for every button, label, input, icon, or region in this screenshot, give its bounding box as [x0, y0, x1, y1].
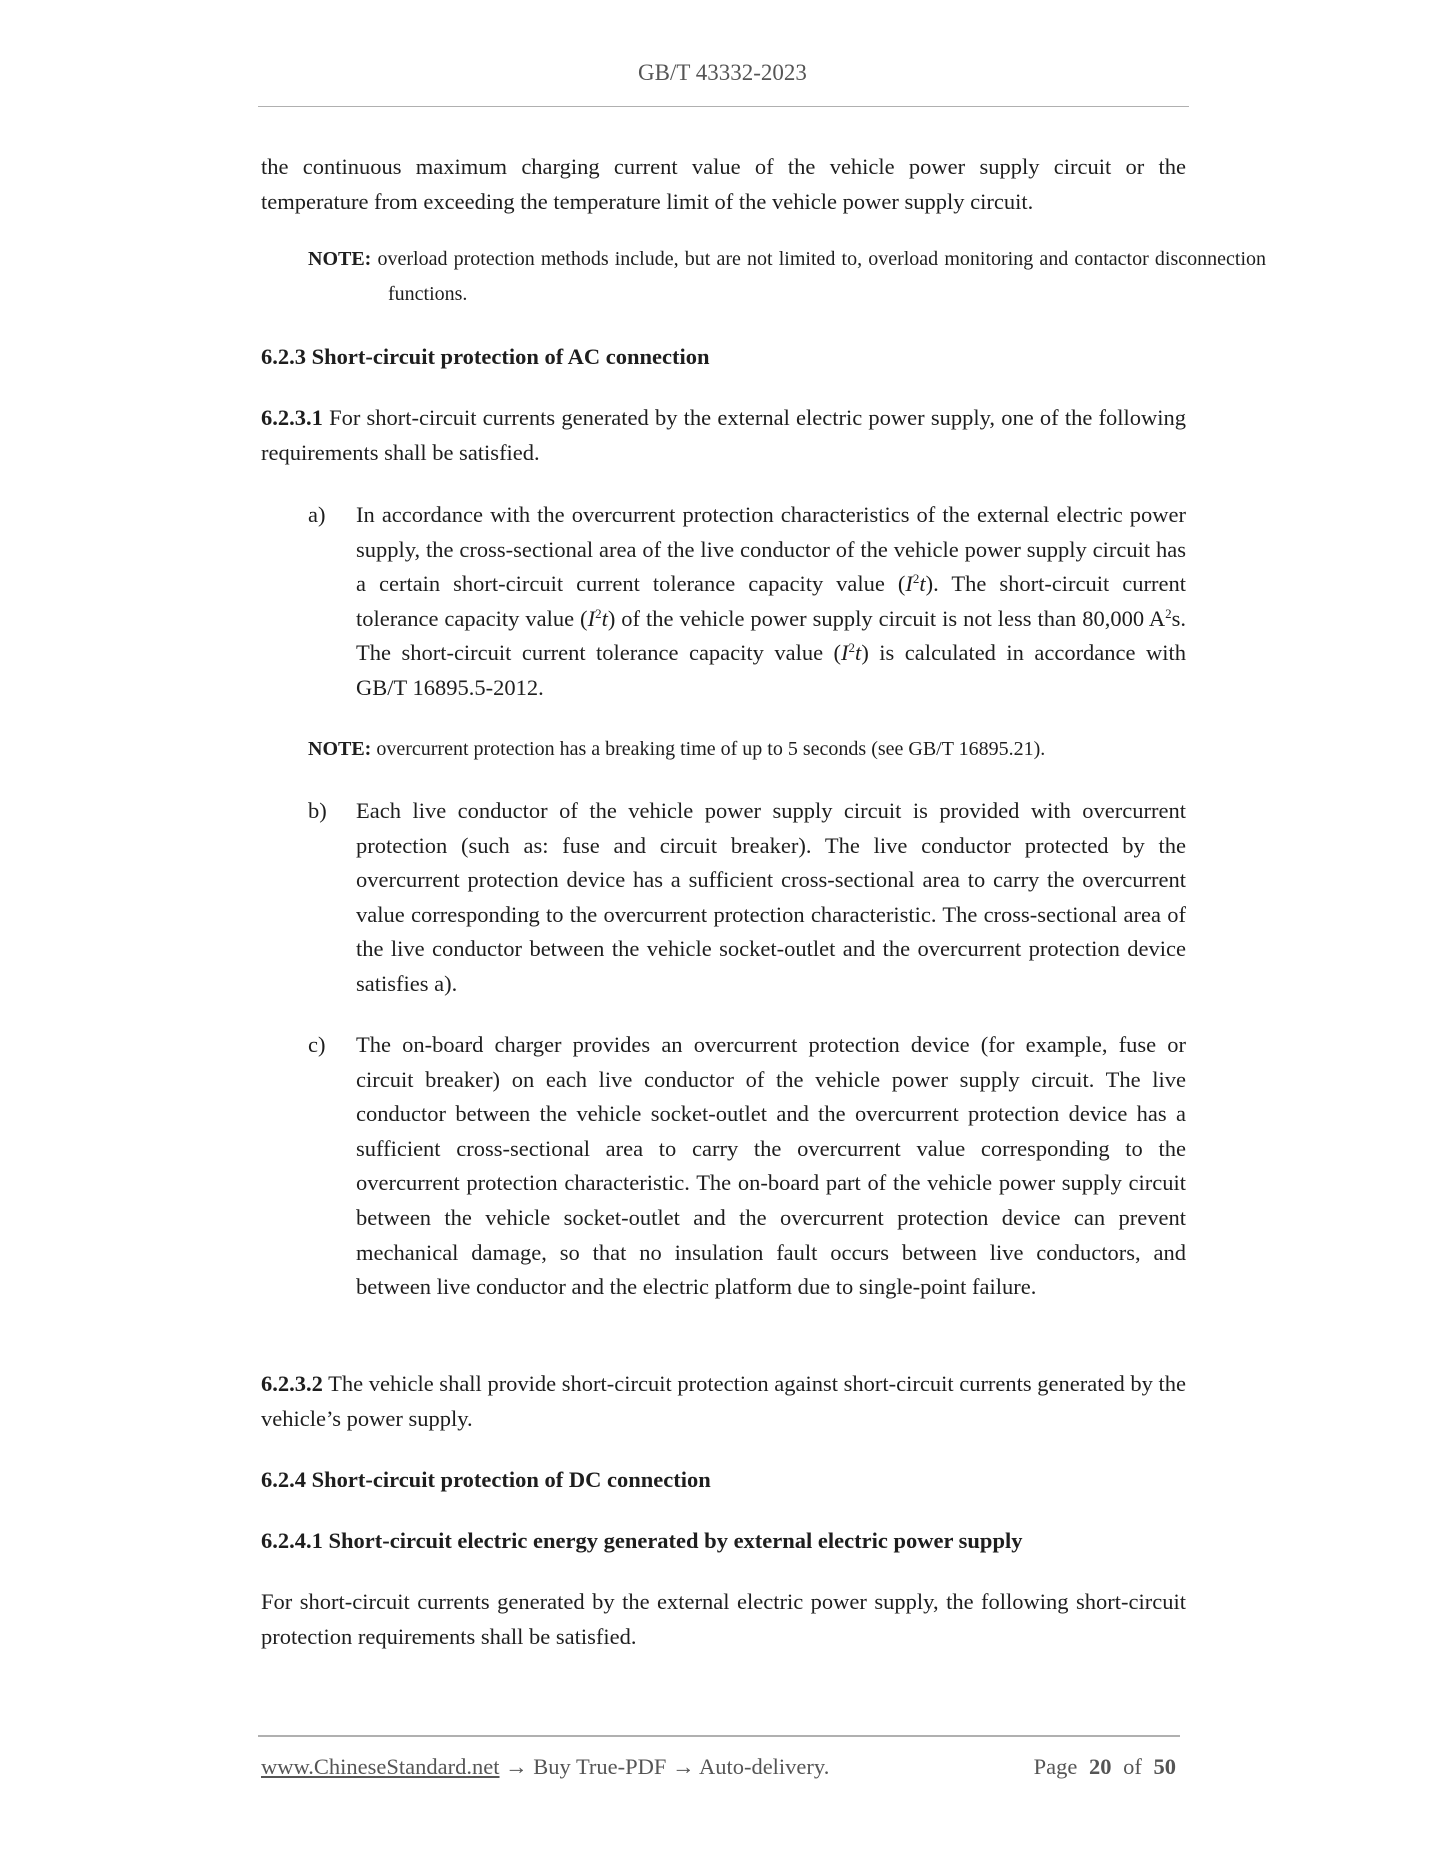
clause-text: For short-circuit currents generated by the external electric power supply, one of the following requirements shall be satisfied. [261, 405, 1186, 465]
intro-paragraph: the continuous maximum charging current value of the vehicle power supply circuit or the temperature from exceeding the temperature limit of the vehicle power supply circuit. [261, 154, 1186, 214]
text-segment: In accordance with the overcurrent protection characteristics of the external electric power supply, the cross-sectional area of the live conductor of the vehicle power supply circuit has a certain short-circuit current tolerance capacity value ( [356, 502, 1186, 597]
website-link[interactable]: www.ChineseStandard.net [261, 1754, 500, 1779]
list-item-text: Each live conductor of the vehicle power supply circuit is provided with overcurrent protection (such as: fuse and circuit breaker). The live conductor protected by the overcurrent protection device has a sufficient cross-sectional area to carry the overcurrent value corresponding to the overcurrent protection characteristic. The cross-sectional area of the live conductor between the vehicle socket-outlet and the overcurrent protection device satisfies a). [356, 798, 1186, 996]
math-symbol: t [919, 571, 926, 597]
note-breaking-time [308, 732, 1208, 767]
section-heading-6-2-4: 6.2.4 Short-circuit protection of DC connection [261, 1467, 711, 1492]
list-item-text: The on-board charger provides an overcurrent protection device (for example, fuse or circuit breaker) on each live conductor of the vehicle power supply circuit. The live conductor between the vehicle socket-outlet and the overcurrent protection device has a sufficient cross-sectional area to carry the overcurrent value corresponding to the overcurrent protection characteristic. The on-board part of the vehicle power supply circuit between the vehicle socket-outlet and the overcurrent protection device can prevent mechanical damage, so that no insulation fault occurs between live conductors, and between live conductor and the electric platform due to single-point failure. [356, 1032, 1186, 1300]
list-label: b) [308, 798, 327, 823]
delivery-text: Auto-delivery. [694, 1754, 830, 1779]
math-symbol: I [905, 571, 913, 597]
superscript: 2 [1165, 605, 1172, 621]
note-overload [308, 242, 1266, 312]
math-symbol: t [855, 640, 862, 666]
note-text: overcurrent protection has a breaking time of up to 5 seconds (see GB/T 16895.21). [371, 738, 1046, 760]
arrow-right-icon: → [672, 1754, 695, 1779]
note-label: NOTE: [308, 738, 372, 760]
section-heading-6-2-3: 6.2.3 Short-circuit protection of AC connection [261, 344, 710, 369]
text-segment: ). The short-circuit current tolerance capacity value ( [356, 571, 1186, 631]
current-page: 20 [1089, 1754, 1112, 1779]
math-symbol: t [601, 605, 608, 631]
superscript: 2 [595, 605, 602, 621]
list-item-text [356, 498, 1186, 706]
math-symbol: I [841, 640, 849, 666]
clause-6-2-3-2 [261, 1367, 1186, 1436]
note-text: overload protection methods include, but are not limited to, overload monitoring and contactor disconnection functions. [377, 248, 1267, 305]
document-id-header: GB/T 43332-2023 [638, 60, 807, 85]
header-divider [258, 106, 1189, 107]
clause-6-2-3-1 [261, 401, 1186, 470]
page-number [1022, 1754, 1176, 1780]
clause-number: 6.2.3.1 [261, 405, 323, 430]
arrow-right-icon: → [505, 1754, 528, 1779]
list-item-a [308, 498, 1186, 706]
footer-promo [261, 1754, 829, 1780]
text-segment: ) of the vehicle power supply circuit is not less than 80,000 A [607, 605, 1166, 631]
page-word: Page [1033, 1754, 1078, 1779]
text-segment: ) is calculated in accordance with GB/T 16895.5-2012. [356, 640, 1186, 700]
math-symbol: I [587, 605, 596, 631]
superscript: 2 [848, 640, 856, 656]
list-label: c) [308, 1032, 326, 1057]
of-word: of [1123, 1754, 1142, 1779]
clause-text: The vehicle shall provide short-circuit protection against short-circuit currents generated by the vehicle’s power supply. [261, 1371, 1186, 1431]
clause-number: 6.2.3.2 [261, 1371, 323, 1396]
total-pages: 50 [1153, 1754, 1176, 1779]
buy-text: Buy True-PDF [527, 1754, 673, 1779]
list-label: a) [308, 502, 326, 527]
text-segment: s. The short-circuit current tolerance capacity value ( [356, 605, 1187, 666]
list-item-b [308, 794, 1186, 1002]
note-label: NOTE: [308, 248, 372, 270]
list-item-c [308, 1028, 1186, 1305]
superscript: 2 [912, 571, 920, 587]
footer-divider [258, 1735, 1180, 1737]
paragraph-6-2-4-1: For short-circuit currents generated by the external electric power supply, the following short-circuit protection requirements shall be satisfied. [261, 1589, 1186, 1649]
section-heading-6-2-4-1: 6.2.4.1 Short-circuit electric energy generated by external electric power supply [261, 1528, 1023, 1553]
